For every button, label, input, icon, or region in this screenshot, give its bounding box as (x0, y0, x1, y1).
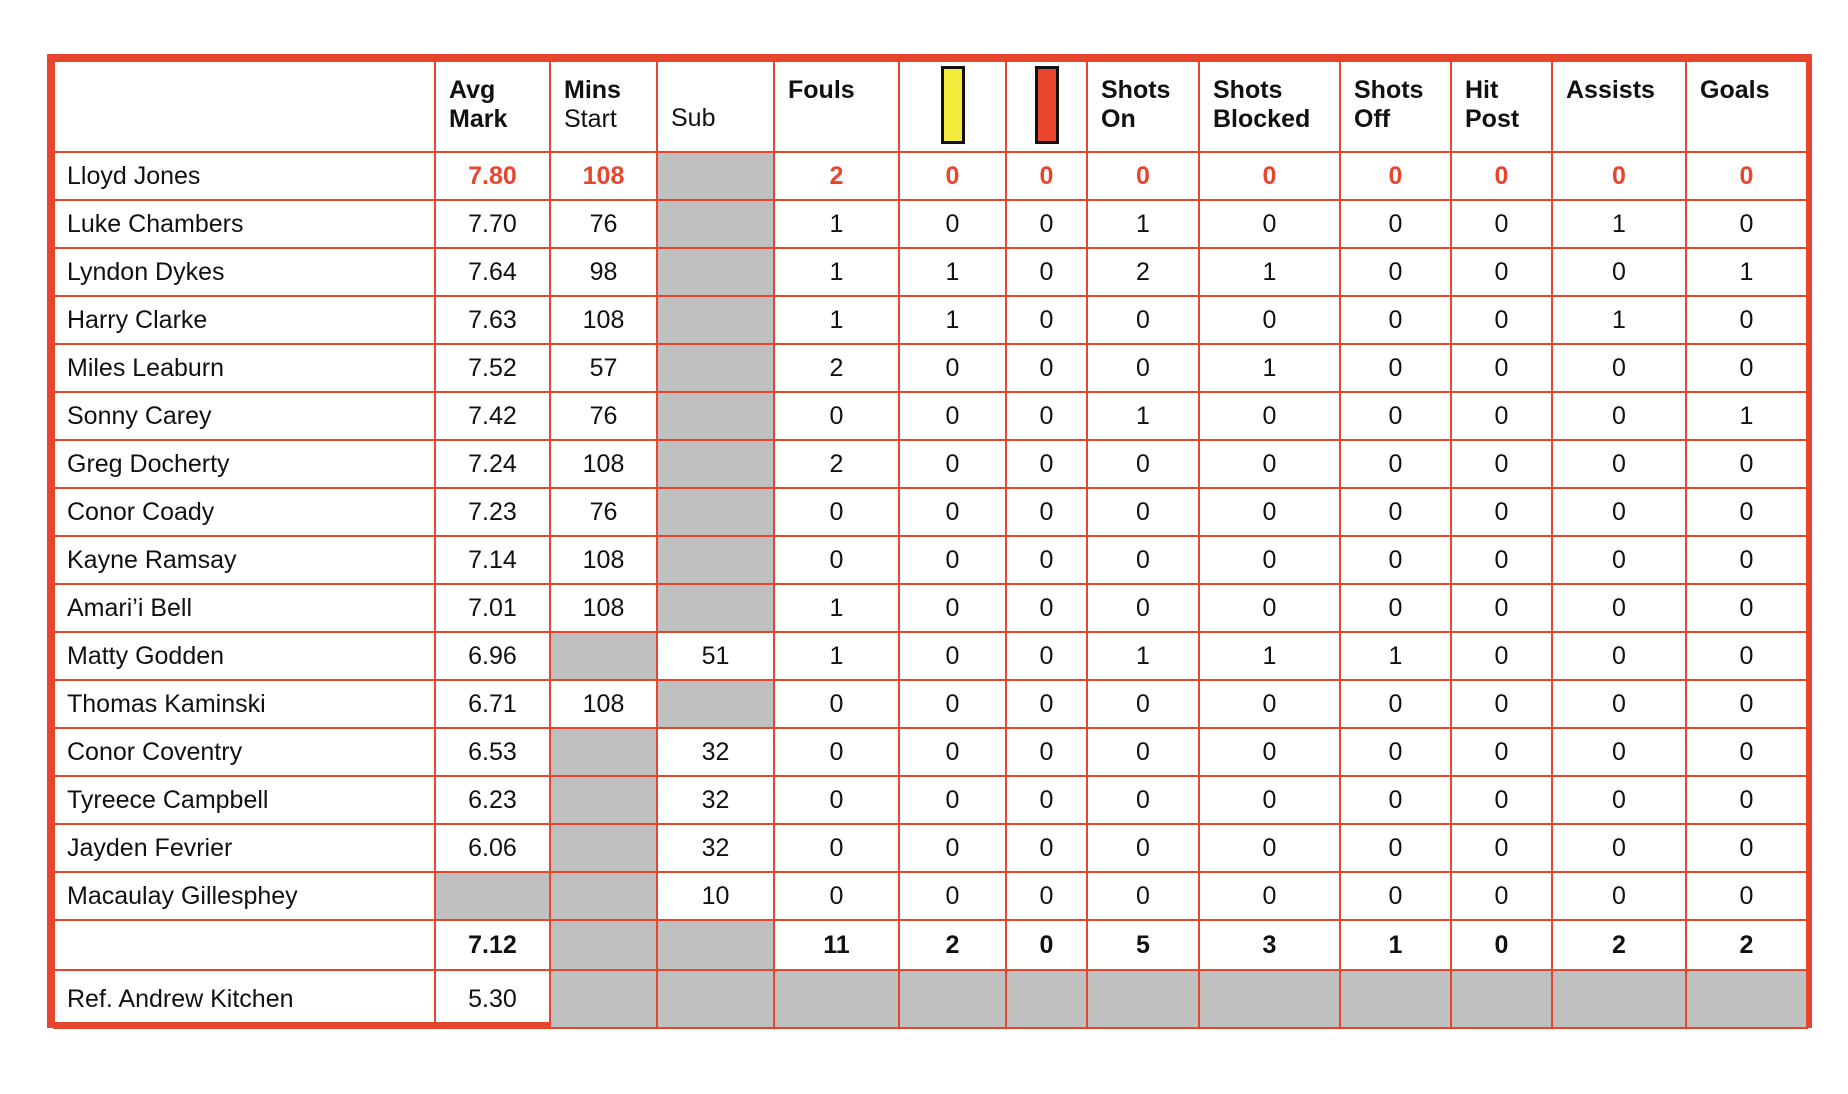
shots-blocked: 0 (1199, 680, 1340, 728)
player-name: Lloyd Jones (54, 152, 435, 200)
player-name: Conor Coady (54, 488, 435, 536)
shots-on: 0 (1087, 488, 1199, 536)
hit-post: 0 (1451, 728, 1552, 776)
red-card-header (1006, 61, 1087, 152)
avg-mark: 7.64 (435, 248, 550, 296)
player-row (54, 584, 1807, 632)
assists: 0 (1552, 680, 1686, 728)
sub-mins: 32 (657, 776, 774, 824)
goals: 0 (1686, 536, 1807, 584)
shots-off: 0 (1340, 488, 1451, 536)
fouls: 0 (774, 776, 899, 824)
sub-mins (657, 296, 774, 344)
player-row (54, 728, 1807, 776)
yellow-cards: 0 (899, 728, 1006, 776)
sub-mins: 10 (657, 872, 774, 920)
player-name: Harry Clarke (54, 296, 435, 344)
red-cards: 0 (1006, 488, 1087, 536)
mins-start: 108 (550, 584, 657, 632)
referee-empty (550, 970, 657, 1028)
sub-mins: 32 (657, 824, 774, 872)
sub-mins (657, 248, 774, 296)
hit-post-header: Hit Post (1451, 61, 1552, 152)
player-row (54, 776, 1807, 824)
goals: 0 (1686, 728, 1807, 776)
player-row (54, 824, 1807, 872)
yellow-cards: 0 (899, 872, 1006, 920)
player-row (54, 344, 1807, 392)
referee-empty (1199, 970, 1340, 1028)
sub-mins (657, 584, 774, 632)
mins-start: 57 (550, 344, 657, 392)
fouls: 1 (774, 632, 899, 680)
shots-on: 0 (1087, 296, 1199, 344)
red-cards: 0 (1006, 248, 1087, 296)
header-row (54, 61, 1807, 152)
shots-on-header: Shots On (1087, 61, 1199, 152)
player-name: Thomas Kaminski (54, 680, 435, 728)
referee-avg: 5.30 (435, 970, 550, 1028)
fouls: 0 (774, 392, 899, 440)
assists: 0 (1552, 824, 1686, 872)
hit-post: 0 (1451, 488, 1552, 536)
goals: 1 (1686, 248, 1807, 296)
name-header (54, 61, 435, 152)
mins-start (550, 728, 657, 776)
player-name: Tyreece Campbell (54, 776, 435, 824)
shots-off: 0 (1340, 824, 1451, 872)
goals-header: Goals (1686, 61, 1807, 152)
assists: 0 (1552, 632, 1686, 680)
shots-blocked: 0 (1199, 392, 1340, 440)
red-cards: 0 (1006, 680, 1087, 728)
red-cards: 0 (1006, 632, 1087, 680)
avg-mark: 6.53 (435, 728, 550, 776)
shots-off: 0 (1340, 440, 1451, 488)
player-name: Greg Docherty (54, 440, 435, 488)
totals-sub (657, 920, 774, 970)
avg-mark-header: Avg Mark (435, 61, 550, 152)
sub-header: Sub (657, 61, 774, 152)
avg-mark: 6.23 (435, 776, 550, 824)
shots-blocked: 0 (1199, 296, 1340, 344)
yellow-cards: 0 (899, 200, 1006, 248)
shots-on: 0 (1087, 776, 1199, 824)
sub-mins (657, 344, 774, 392)
goals: 0 (1686, 152, 1807, 200)
assists: 0 (1552, 392, 1686, 440)
referee-empty (774, 970, 899, 1028)
assists: 0 (1552, 872, 1686, 920)
avg-mark: 6.96 (435, 632, 550, 680)
sub-mins (657, 152, 774, 200)
red-cards: 0 (1006, 584, 1087, 632)
fouls: 0 (774, 872, 899, 920)
avg-mark: 6.71 (435, 680, 550, 728)
shots-off: 0 (1340, 872, 1451, 920)
totals-shots-blocked: 3 (1199, 920, 1340, 970)
hit-post: 0 (1451, 776, 1552, 824)
yellow-cards: 0 (899, 680, 1006, 728)
shots-off: 1 (1340, 632, 1451, 680)
shots-blocked: 1 (1199, 248, 1340, 296)
yellow-cards: 0 (899, 344, 1006, 392)
totals-mins (550, 920, 657, 970)
goals: 0 (1686, 824, 1807, 872)
fouls: 0 (774, 680, 899, 728)
shots-blocked: 0 (1199, 152, 1340, 200)
shots-blocked: 0 (1199, 488, 1340, 536)
player-row (54, 152, 1807, 200)
hit-post: 0 (1451, 200, 1552, 248)
player-name: Sonny Carey (54, 392, 435, 440)
assists: 0 (1552, 488, 1686, 536)
sub-mins (657, 200, 774, 248)
yellow-card-header (899, 61, 1006, 152)
yellow-cards: 0 (899, 632, 1006, 680)
hit-post: 0 (1451, 536, 1552, 584)
red-cards: 0 (1006, 872, 1087, 920)
player-name: Luke Chambers (54, 200, 435, 248)
mins-start: 98 (550, 248, 657, 296)
goals: 0 (1686, 776, 1807, 824)
goals: 0 (1686, 584, 1807, 632)
player-name: Conor Coventry (54, 728, 435, 776)
shots-on: 0 (1087, 680, 1199, 728)
shots-blocked: 0 (1199, 536, 1340, 584)
player-stats-table (53, 60, 1808, 1029)
mins-start: 108 (550, 536, 657, 584)
yellow-cards: 1 (899, 248, 1006, 296)
player-name: Kayne Ramsay (54, 536, 435, 584)
shots-on: 1 (1087, 200, 1199, 248)
shots-on: 0 (1087, 344, 1199, 392)
player-row (54, 248, 1807, 296)
assists: 0 (1552, 344, 1686, 392)
shots-on: 0 (1087, 584, 1199, 632)
referee-empty (1087, 970, 1199, 1028)
avg-mark (435, 872, 550, 920)
stats-table-frame (47, 54, 1812, 1028)
fouls: 1 (774, 248, 899, 296)
referee-empty (657, 970, 774, 1028)
referee-row (54, 970, 1807, 1028)
fouls: 2 (774, 440, 899, 488)
red-cards: 0 (1006, 296, 1087, 344)
shots-blocked: 0 (1199, 872, 1340, 920)
player-row (54, 392, 1807, 440)
referee-empty (1340, 970, 1451, 1028)
hit-post: 0 (1451, 296, 1552, 344)
shots-on: 1 (1087, 632, 1199, 680)
yellow-cards: 0 (899, 440, 1006, 488)
player-row (54, 872, 1807, 920)
fouls: 0 (774, 728, 899, 776)
player-row (54, 296, 1807, 344)
player-name: Macaulay Gillesphey (54, 872, 435, 920)
red-cards: 0 (1006, 344, 1087, 392)
referee-name: Ref. Andrew Kitchen (54, 970, 435, 1028)
shots-blocked: 0 (1199, 440, 1340, 488)
mins-start: 76 (550, 488, 657, 536)
referee-empty (899, 970, 1006, 1028)
hit-post: 0 (1451, 824, 1552, 872)
mins-start: 108 (550, 296, 657, 344)
red-cards: 0 (1006, 392, 1087, 440)
sub-mins (657, 392, 774, 440)
player-row (54, 680, 1807, 728)
sub-mins (657, 536, 774, 584)
goals: 0 (1686, 488, 1807, 536)
totals-goals: 2 (1686, 920, 1807, 970)
goals: 0 (1686, 344, 1807, 392)
red-cards: 0 (1006, 440, 1087, 488)
totals-yellow: 2 (899, 920, 1006, 970)
shots-off: 0 (1340, 680, 1451, 728)
yellow-cards: 0 (899, 584, 1006, 632)
totals-shots-on: 5 (1087, 920, 1199, 970)
sub-mins: 32 (657, 728, 774, 776)
red-cards: 0 (1006, 728, 1087, 776)
player-row (54, 200, 1807, 248)
fouls: 0 (774, 536, 899, 584)
fouls: 2 (774, 152, 899, 200)
fouls-header: Fouls (774, 61, 899, 152)
avg-mark: 7.23 (435, 488, 550, 536)
shots-on: 0 (1087, 152, 1199, 200)
red-cards: 0 (1006, 200, 1087, 248)
avg-mark: 7.01 (435, 584, 550, 632)
hit-post: 0 (1451, 872, 1552, 920)
goals: 0 (1686, 296, 1807, 344)
totals-label (54, 920, 435, 970)
assists: 1 (1552, 296, 1686, 344)
player-name: Matty Godden (54, 632, 435, 680)
fouls: 0 (774, 824, 899, 872)
totals-row (54, 920, 1807, 970)
avg-mark: 6.06 (435, 824, 550, 872)
shots-on: 0 (1087, 536, 1199, 584)
fouls: 0 (774, 488, 899, 536)
shots-off: 0 (1340, 296, 1451, 344)
yellow-cards: 0 (899, 536, 1006, 584)
shots-blocked: 0 (1199, 728, 1340, 776)
shots-blocked-header: Shots Blocked (1199, 61, 1340, 152)
shots-off: 0 (1340, 152, 1451, 200)
totals-assists: 2 (1552, 920, 1686, 970)
player-row (54, 536, 1807, 584)
goals: 1 (1686, 392, 1807, 440)
referee-empty (1451, 970, 1552, 1028)
hit-post: 0 (1451, 392, 1552, 440)
red-card-icon (1035, 66, 1059, 144)
hit-post: 0 (1451, 248, 1552, 296)
player-name: Jayden Fevrier (54, 824, 435, 872)
totals-fouls: 11 (774, 920, 899, 970)
avg-mark: 7.14 (435, 536, 550, 584)
player-row (54, 440, 1807, 488)
assists: 0 (1552, 248, 1686, 296)
shots-off: 0 (1340, 776, 1451, 824)
mins-start (550, 824, 657, 872)
hit-post: 0 (1451, 632, 1552, 680)
avg-mark: 7.63 (435, 296, 550, 344)
mins-start (550, 872, 657, 920)
totals-hit-post: 0 (1451, 920, 1552, 970)
hit-post: 0 (1451, 344, 1552, 392)
yellow-cards: 1 (899, 296, 1006, 344)
sub-mins: 51 (657, 632, 774, 680)
shots-off-header: Shots Off (1340, 61, 1451, 152)
mins-start: 108 (550, 152, 657, 200)
yellow-cards: 0 (899, 392, 1006, 440)
goals: 0 (1686, 200, 1807, 248)
referee-empty (1686, 970, 1807, 1028)
assists: 0 (1552, 152, 1686, 200)
shots-on: 1 (1087, 392, 1199, 440)
assists: 0 (1552, 584, 1686, 632)
yellow-cards: 0 (899, 824, 1006, 872)
fouls: 2 (774, 344, 899, 392)
hit-post: 0 (1451, 584, 1552, 632)
fouls: 1 (774, 584, 899, 632)
shots-off: 0 (1340, 536, 1451, 584)
assists: 0 (1552, 776, 1686, 824)
shots-blocked: 0 (1199, 824, 1340, 872)
goals: 0 (1686, 872, 1807, 920)
mins-start: 76 (550, 200, 657, 248)
shots-off: 0 (1340, 584, 1451, 632)
mins-start (550, 632, 657, 680)
referee-empty (1552, 970, 1686, 1028)
fouls: 1 (774, 200, 899, 248)
player-row (54, 632, 1807, 680)
player-row (54, 488, 1807, 536)
mins-start: 108 (550, 680, 657, 728)
shots-off: 0 (1340, 728, 1451, 776)
assists-header: Assists (1552, 61, 1686, 152)
shots-off: 0 (1340, 344, 1451, 392)
sub-mins (657, 680, 774, 728)
shots-on: 0 (1087, 872, 1199, 920)
red-cards: 0 (1006, 152, 1087, 200)
yellow-cards: 0 (899, 776, 1006, 824)
shots-off: 0 (1340, 248, 1451, 296)
red-cards: 0 (1006, 776, 1087, 824)
mins-start-header: Mins Start (550, 61, 657, 152)
yellow-card-icon (941, 66, 965, 144)
mins-start: 108 (550, 440, 657, 488)
avg-mark: 7.24 (435, 440, 550, 488)
assists: 1 (1552, 200, 1686, 248)
goals: 0 (1686, 680, 1807, 728)
shots-blocked: 0 (1199, 584, 1340, 632)
player-name: Amari’i Bell (54, 584, 435, 632)
red-cards: 0 (1006, 536, 1087, 584)
hit-post: 0 (1451, 440, 1552, 488)
avg-mark: 7.52 (435, 344, 550, 392)
goals: 0 (1686, 632, 1807, 680)
shots-on: 2 (1087, 248, 1199, 296)
shots-on: 0 (1087, 440, 1199, 488)
fouls: 1 (774, 296, 899, 344)
assists: 0 (1552, 536, 1686, 584)
shots-blocked: 1 (1199, 344, 1340, 392)
shots-on: 0 (1087, 728, 1199, 776)
assists: 0 (1552, 728, 1686, 776)
player-name: Miles Leaburn (54, 344, 435, 392)
yellow-cards: 0 (899, 152, 1006, 200)
avg-mark: 7.70 (435, 200, 550, 248)
shots-off: 0 (1340, 200, 1451, 248)
shots-on: 0 (1087, 824, 1199, 872)
avg-mark: 7.42 (435, 392, 550, 440)
shots-blocked: 0 (1199, 200, 1340, 248)
referee-empty (1006, 970, 1087, 1028)
totals-red: 0 (1006, 920, 1087, 970)
red-cards: 0 (1006, 824, 1087, 872)
hit-post: 0 (1451, 680, 1552, 728)
shots-off: 0 (1340, 392, 1451, 440)
yellow-cards: 0 (899, 488, 1006, 536)
totals-avg: 7.12 (435, 920, 550, 970)
mins-start: 76 (550, 392, 657, 440)
player-name: Lyndon Dykes (54, 248, 435, 296)
sub-mins (657, 440, 774, 488)
assists: 0 (1552, 440, 1686, 488)
totals-shots-off: 1 (1340, 920, 1451, 970)
shots-blocked: 0 (1199, 776, 1340, 824)
sub-mins (657, 488, 774, 536)
hit-post: 0 (1451, 152, 1552, 200)
mins-start (550, 776, 657, 824)
shots-blocked: 1 (1199, 632, 1340, 680)
avg-mark: 7.80 (435, 152, 550, 200)
goals: 0 (1686, 440, 1807, 488)
